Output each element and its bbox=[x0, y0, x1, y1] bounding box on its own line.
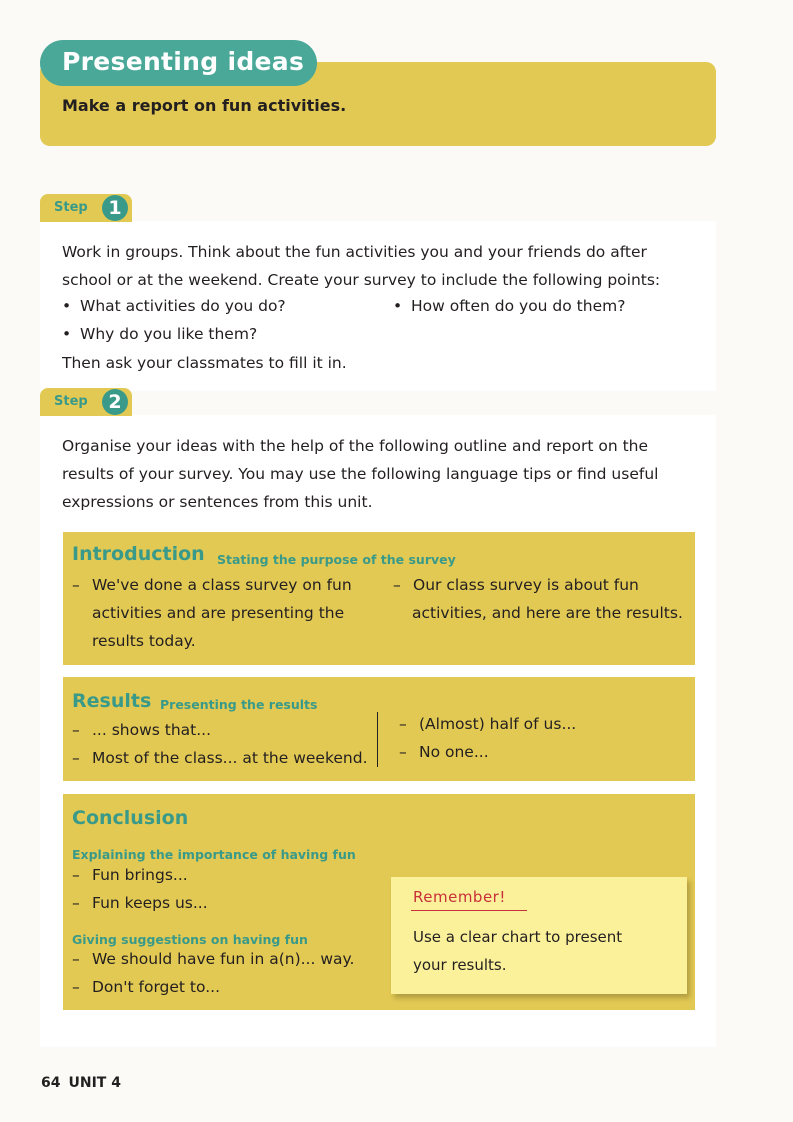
tip-text: Don't forget to... bbox=[92, 978, 220, 996]
step1-label: Step bbox=[54, 200, 88, 215]
tip-text: No one... bbox=[419, 743, 489, 761]
tip-text: Most of the class... at the weekend. bbox=[92, 749, 368, 767]
step2-tab bbox=[40, 388, 132, 416]
bullet-text: How often do you do them? bbox=[411, 297, 626, 315]
results-subheading: Presenting the results bbox=[160, 697, 318, 712]
results-tip-right-1 bbox=[399, 710, 576, 738]
step1-number: 1 bbox=[102, 195, 128, 221]
dash-mark: – bbox=[399, 743, 407, 761]
conclusion-subheading-2: Giving suggestions on having fun bbox=[72, 932, 308, 947]
results-heading: Results bbox=[72, 690, 152, 712]
conclusion-tip-3 bbox=[72, 945, 354, 973]
dash-mark: – bbox=[393, 576, 401, 594]
tip-text: (Almost) half of us... bbox=[419, 715, 577, 733]
tip-text: Our class survey is about fun bbox=[413, 576, 639, 594]
intro-tip-right-line1 bbox=[393, 571, 639, 599]
results-tip-left-1 bbox=[72, 716, 211, 744]
step2-number: 2 bbox=[102, 389, 128, 415]
step1-line1: Work in groups. Think about the fun activities you and your friends do after bbox=[62, 243, 647, 261]
page-footer bbox=[41, 1075, 121, 1091]
dash-mark: – bbox=[72, 721, 80, 739]
dash-mark: – bbox=[72, 894, 80, 912]
unit-label: UNIT 4 bbox=[68, 1075, 121, 1091]
results-box bbox=[63, 677, 695, 781]
tip-text: We've done a class survey on fun bbox=[92, 576, 352, 594]
bullet-text: Why do you like them? bbox=[80, 325, 258, 343]
remember-underline bbox=[411, 910, 527, 911]
conclusion-tip-4 bbox=[72, 973, 220, 1001]
results-tip-right-2 bbox=[399, 738, 489, 766]
intro-tip-left-line1 bbox=[72, 571, 352, 599]
bullet-mark: • bbox=[393, 297, 403, 315]
intro-tip-right-line2: activities, and here are the results. bbox=[412, 604, 683, 622]
conclusion-heading: Conclusion bbox=[72, 807, 189, 829]
step1-closing: Then ask your classmates to fill it in. bbox=[62, 354, 347, 372]
section-title: Presenting ideas bbox=[40, 40, 317, 86]
page-number: 64 bbox=[41, 1075, 61, 1091]
step1-bullet-3 bbox=[62, 325, 257, 343]
remember-title: Remember! bbox=[413, 888, 506, 906]
dash-mark: – bbox=[72, 950, 80, 968]
results-tip-left-2 bbox=[72, 744, 368, 772]
introduction-heading: Introduction bbox=[72, 543, 205, 565]
dash-mark: – bbox=[72, 866, 80, 884]
remember-text bbox=[413, 923, 673, 979]
introduction-subheading: Stating the purpose of the survey bbox=[217, 552, 456, 567]
results-divider bbox=[377, 712, 378, 767]
step1-bullet-2 bbox=[393, 297, 625, 315]
step2-line2: results of your survey. You may use the following language tips or find useful bbox=[62, 465, 659, 483]
remember-note bbox=[391, 877, 687, 994]
introduction-box bbox=[63, 532, 695, 665]
bullet-mark: • bbox=[62, 325, 72, 343]
tip-text: We should have fun in a(n)... way. bbox=[92, 950, 355, 968]
remember-line2: your results. bbox=[413, 956, 507, 974]
tip-text: Fun brings... bbox=[92, 866, 188, 884]
tip-text: ... shows that... bbox=[92, 721, 212, 739]
step2-line1: Organise your ideas with the help of the following outline and report on the bbox=[62, 437, 649, 455]
dash-mark: – bbox=[399, 715, 407, 733]
step1-tab bbox=[40, 194, 132, 222]
remember-line1: Use a clear chart to present bbox=[413, 928, 623, 946]
conclusion-tip-1 bbox=[72, 861, 188, 889]
dash-mark: – bbox=[72, 749, 80, 767]
step1-line2: school or at the weekend. Create your survey to include the following points: bbox=[62, 271, 661, 289]
bullet-mark: • bbox=[62, 297, 72, 315]
conclusion-subheading-1: Explaining the importance of having fun bbox=[72, 847, 356, 862]
step1-bullet-1 bbox=[62, 297, 286, 315]
bullet-text: What activities do you do? bbox=[80, 297, 286, 315]
section-subtitle: Make a report on fun activities. bbox=[62, 96, 347, 115]
dash-mark: – bbox=[72, 576, 80, 594]
intro-tip-left-line2: activities and are presenting the bbox=[92, 604, 345, 622]
step2-line3: expressions or sentences from this unit. bbox=[62, 493, 373, 511]
conclusion-tip-2 bbox=[72, 889, 208, 917]
tip-text: Fun keeps us... bbox=[92, 894, 208, 912]
dash-mark: – bbox=[72, 978, 80, 996]
intro-tip-left-line3: results today. bbox=[92, 632, 196, 650]
step2-label: Step bbox=[54, 394, 88, 409]
